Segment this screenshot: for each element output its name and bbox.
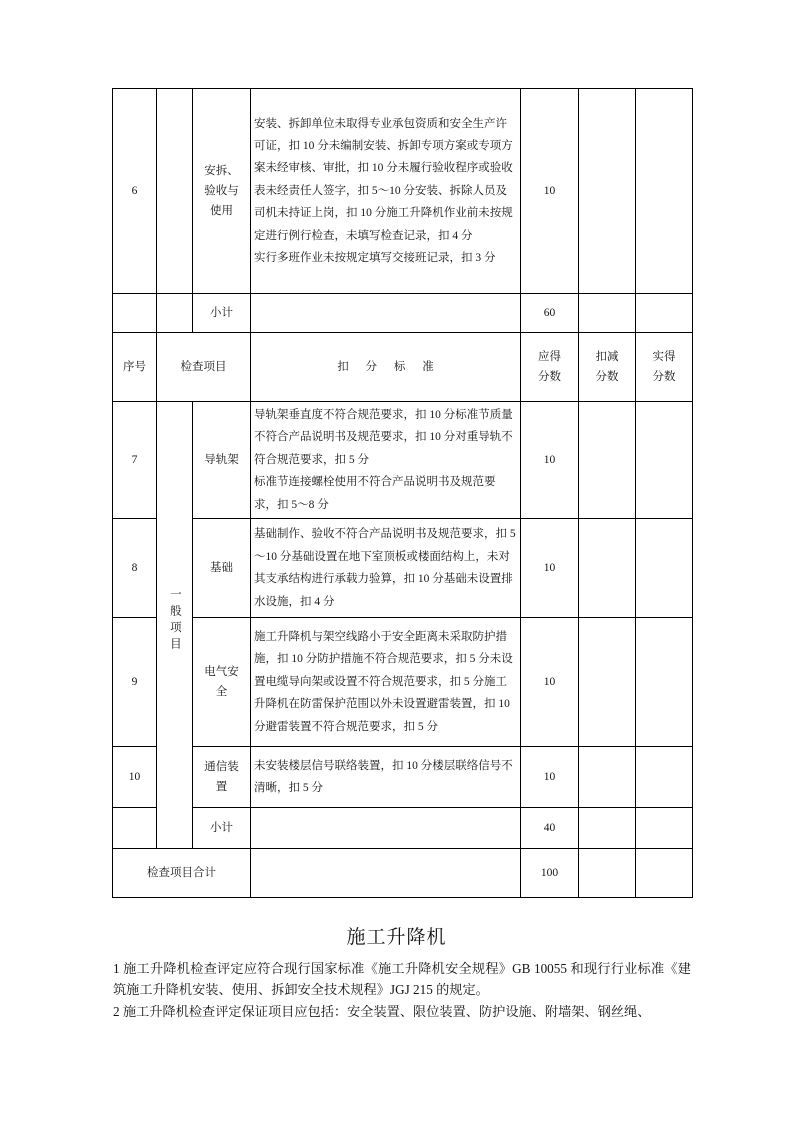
deduction-standard-cell (251, 402, 521, 519)
deducted-score-cell[interactable] (579, 89, 636, 294)
table-row (113, 89, 693, 294)
item-line: 电气安 (204, 665, 239, 678)
deducted-score-cell[interactable] (579, 294, 636, 333)
subtotal-label-cell (193, 294, 251, 333)
deducted-score-cell[interactable] (579, 618, 636, 747)
inspection-item-cell (193, 89, 251, 294)
table-row (113, 402, 693, 519)
actual-score-cell[interactable] (636, 519, 693, 618)
inspection-item-cell (193, 519, 251, 618)
should-score: 10 (543, 561, 556, 574)
inspection-scoring-table (112, 88, 693, 898)
total-label-cell (113, 849, 251, 898)
actual-score-cell[interactable] (636, 402, 693, 519)
table-header-row (113, 333, 693, 402)
group-cell-general-items (157, 402, 193, 849)
section-title: 施工升降机 (346, 927, 447, 948)
header-no-label: 序号 (123, 360, 146, 373)
row-number: 6 (131, 184, 138, 197)
row-number-cell (113, 747, 157, 808)
total-label: 检查项目合计 (147, 866, 216, 879)
table-row (113, 519, 693, 618)
deduction-standard-cell (251, 89, 521, 294)
header-actual (636, 333, 693, 402)
should-score: 10 (543, 184, 556, 197)
should-score-cell[interactable] (521, 618, 579, 747)
header-should-line: 分数 (538, 371, 561, 383)
standard-paragraph: 未安装楼层信号联络装置，扣 10 分楼层联络信号不清晰，扣 5 分 (254, 759, 513, 795)
row-number: 10 (128, 770, 141, 783)
should-score: 10 (543, 675, 556, 688)
row-number-cell (113, 89, 157, 294)
group-label: 一般项目 (168, 587, 181, 654)
group-cell-empty (157, 89, 193, 294)
table-row-subtotal (113, 808, 693, 849)
header-actual-line: 实得 (652, 350, 676, 363)
header-deduct-line: 扣减 (595, 350, 619, 363)
item-line: 使用 (210, 205, 233, 218)
item-line: 安拆、 (204, 164, 239, 177)
should-score: 10 (543, 453, 556, 466)
subtotal-label: 小计 (210, 821, 233, 834)
row-number-cell (113, 808, 157, 849)
row-number-cell (113, 294, 157, 333)
deducted-score-cell[interactable] (579, 402, 636, 519)
row-number: 8 (131, 561, 138, 574)
deduction-standard-cell (251, 618, 521, 747)
should-score: 10 (543, 770, 556, 783)
deduction-standard-cell (251, 808, 521, 849)
section-body (113, 958, 691, 1022)
deduction-standard-cell (251, 519, 521, 618)
deducted-score-cell[interactable] (579, 808, 636, 849)
row-number-cell (113, 618, 157, 747)
row-number-cell (113, 519, 157, 618)
item-line: 置 (215, 781, 228, 794)
should-score-cell[interactable] (521, 89, 579, 294)
actual-score-cell[interactable] (636, 294, 693, 333)
header-should (521, 333, 579, 402)
header-deduct-line: 分数 (595, 371, 619, 383)
standard-paragraph: 实行多班作业未按规定填写交接班记录，扣 3 分 (254, 252, 496, 265)
inspection-item-cell (193, 618, 251, 747)
deducted-score-cell[interactable] (579, 747, 636, 808)
header-item (157, 333, 251, 402)
actual-score-cell[interactable] (636, 747, 693, 808)
group-cell-empty (157, 294, 193, 333)
standard-paragraph: 导轨架垂直度不符合规范要求，扣 10 分标准节质量不符合产品说明书及规范要求，扣 10 分对重导轨不符合规范要求，扣 5 分 (254, 409, 513, 466)
item-line: 基础 (210, 561, 233, 574)
header-item-label: 检查项目 (180, 360, 227, 373)
header-no (113, 333, 157, 402)
table-row (113, 747, 693, 808)
actual-score-cell[interactable] (636, 89, 693, 294)
header-actual-line: 分数 (652, 371, 676, 383)
inspection-item-cell (193, 402, 251, 519)
table-row-total (113, 849, 693, 898)
should-score: 40 (543, 821, 556, 834)
should-score-cell[interactable] (521, 402, 579, 519)
item-line: 验收与 (204, 184, 239, 197)
subtotal-label: 小计 (210, 306, 233, 319)
deduction-standard-cell (251, 747, 521, 808)
item-line: 全 (215, 686, 228, 699)
should-score: 60 (543, 306, 556, 319)
total-should-score: 100 (540, 866, 559, 879)
standard-paragraph: 安装、拆卸单位未取得专业承包资质和安全生产许可证，扣 10 分未编制安装、拆卸专项方案或专项方案未经审核、审批，扣 10 分未履行验收程序或验收表未经责任人签字，扣 5～10 分安装、拆除人员及司机未持证上岗，扣 10 分施工升降机作业前未按规定进行例行检查，未填写检查记录，扣 4 分 (254, 117, 513, 242)
total-should-score-cell[interactable] (521, 849, 579, 898)
standard-paragraph: 基础制作、验收不符合产品说明书及规范要求，扣 5～10 分基础设置在地下室顶板或楼面结构上，未对其支承结构进行承载力验算，扣 10 分基础未设置排水设施，扣 4 分 (254, 528, 516, 608)
total-actual-score-cell[interactable] (636, 849, 693, 898)
standard-paragraph: 标准节连接螺栓使用不符合产品说明书及规范要求，扣 5～8 分 (254, 476, 496, 511)
standard-paragraph: 施工升降机与架空线路小于安全距离未采取防护措施，扣 10 分防护措施不符合规范要求，扣 5 分未设置电缆导向架或设置不符合规范要求，扣 5 分施工升降机在防雷保护范围以外未设置避雷装置，扣 10 分避雷装置不符合规范要求，扣 5 分 (254, 631, 513, 733)
deduction-standard-cell (251, 294, 521, 333)
header-standard-label: 扣 分 标 准 (337, 360, 441, 373)
row-number: 9 (131, 675, 138, 688)
header-should-line: 应得 (538, 350, 561, 363)
should-score-cell[interactable] (521, 294, 579, 333)
body-paragraph-2: 2 施工升降机检查评定保证项目应包括：安全装置、限位装置、防护设施、附墙架、钢丝绳、 (113, 1003, 651, 1019)
actual-score-cell[interactable] (636, 618, 693, 747)
body-paragraph-1: 1 施工升降机检查评定应符合现行国家标准《施工升降机安全规程》GB 10055 和现行行业标准《建筑施工升降机安装、使用、拆卸安全技术规程》JGJ 215 的规定。 (113, 961, 691, 998)
actual-score-cell[interactable] (636, 808, 693, 849)
header-standard (251, 333, 521, 402)
should-score-cell[interactable] (521, 808, 579, 849)
item-line: 导轨架 (204, 453, 239, 466)
should-score-cell[interactable] (521, 519, 579, 618)
header-deduct (579, 333, 636, 402)
table-row-subtotal (113, 294, 693, 333)
table-row (113, 618, 693, 747)
deduction-standard-cell (251, 849, 521, 898)
total-deducted-score-cell[interactable] (579, 849, 636, 898)
should-score-cell[interactable] (521, 747, 579, 808)
row-number-cell (113, 402, 157, 519)
item-line: 通信装 (204, 760, 239, 773)
subtotal-label-cell (193, 808, 251, 849)
deducted-score-cell[interactable] (579, 519, 636, 618)
inspection-item-cell (193, 747, 251, 808)
row-number: 7 (131, 453, 138, 466)
